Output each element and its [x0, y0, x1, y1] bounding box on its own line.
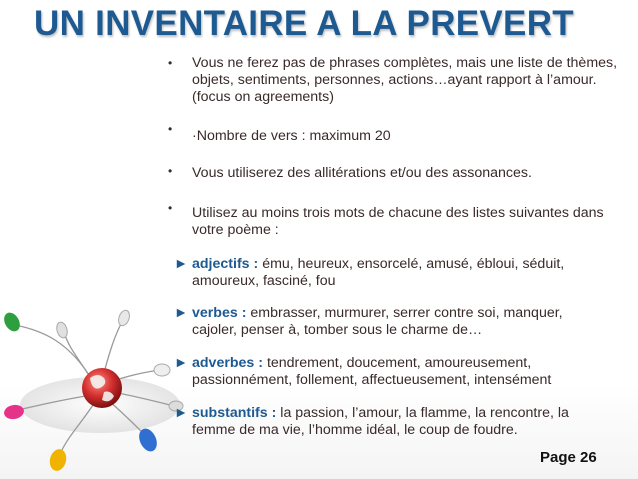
- list-arrow: ►: [174, 405, 189, 421]
- list-adverbes: [174, 355, 614, 389]
- list-words: ému, heureux, ensorcelé, amusé, ébloui, séduit,: [262, 256, 565, 272]
- list-arrow: ►: [174, 305, 189, 321]
- list-words: la passion, l’amour, la flamme, la rencontre, la: [280, 405, 569, 421]
- list-substantifs: [174, 405, 614, 439]
- bullet-marker: •: [168, 122, 173, 136]
- bullet-marker: •: [168, 201, 173, 215]
- list-words-continued: cajoler, penser à, tomber sous le charme de…: [192, 322, 483, 338]
- list-arrow: ►: [174, 256, 189, 272]
- list-label: substantifs :: [192, 405, 277, 421]
- bullet-text: Vous utiliserez des allitérations et/ou des assonances.: [192, 165, 532, 181]
- bullet-text: Utilisez au moins trois mots de chacune des listes suivantes dans votre poème :: [192, 205, 604, 238]
- list-label: adverbes :: [192, 355, 263, 371]
- slide-title: UN INVENTAIRE A LA PREVERT: [34, 4, 574, 43]
- bullet-marker: •: [168, 164, 173, 178]
- bullet-text: Vous ne ferez pas de phrases complètes, mais une liste de thèmes, objets, sentiments, personnes, actions…ayant rapport à l’amour. (focus on agreements): [192, 55, 618, 105]
- bullet-marker: •: [168, 56, 173, 70]
- list-label: adjectifs :: [192, 256, 259, 272]
- bullet-text: ·Nombre de vers : maximum 20: [192, 128, 391, 144]
- list-words-continued: femme de ma vie, l’homme idéal, le coup de foudre.: [192, 422, 518, 438]
- list-words: tendrement, doucement, amoureusement,: [266, 355, 532, 371]
- list-words-continued: passionnément, follement, affectueusement, intensément: [192, 372, 552, 388]
- list-verbes: [174, 305, 614, 339]
- list-adjectifs: [174, 256, 614, 290]
- list-words: embrasser, murmurer, serrer contre soi, manquer,: [250, 305, 563, 321]
- page-number: Page 26: [540, 449, 597, 466]
- globe-icon: [82, 368, 122, 408]
- list-label: verbes :: [192, 305, 247, 321]
- list-arrow: ►: [174, 355, 189, 371]
- list-words-continued: amoureux, fasciné, fou: [192, 273, 336, 289]
